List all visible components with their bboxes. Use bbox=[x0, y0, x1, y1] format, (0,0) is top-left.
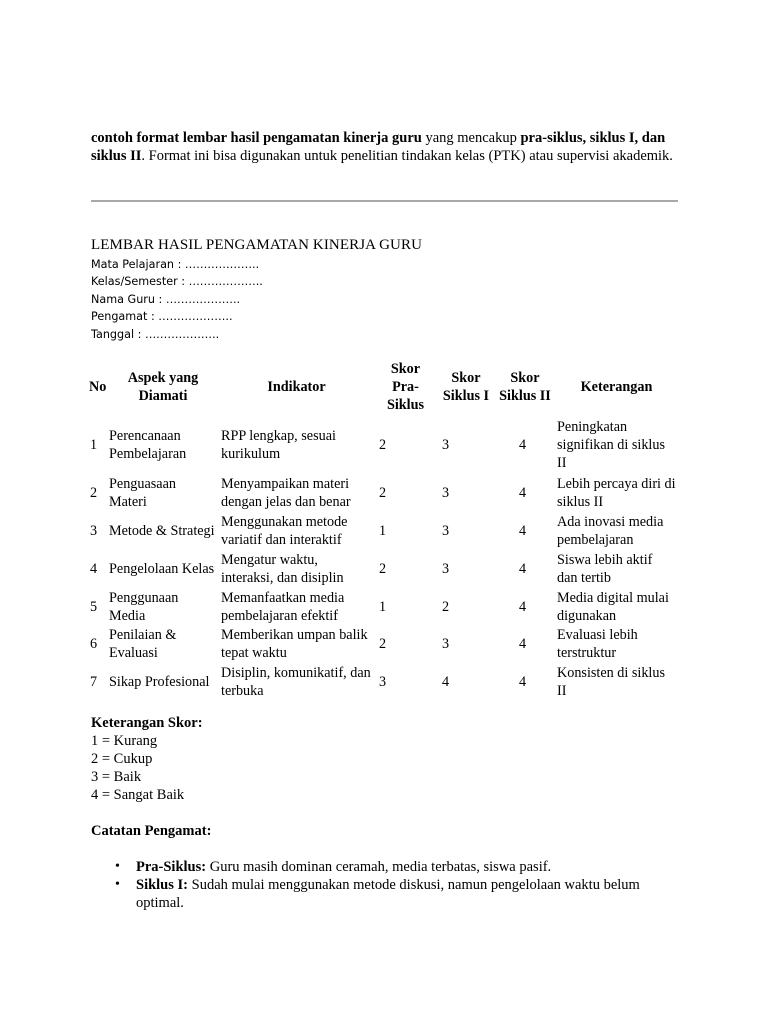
observer-notes-list bbox=[91, 858, 681, 912]
table-row bbox=[86, 589, 678, 625]
cell-no: 5 bbox=[90, 599, 98, 615]
header-no: No bbox=[89, 379, 107, 395]
intro-text-1: yang mencakup bbox=[421, 130, 521, 146]
note-text: Sudah mulai menggunakan metode diskusi, namun pengelolaan waktu belum optimal. bbox=[136, 877, 640, 911]
cell-no: 6 bbox=[90, 636, 98, 652]
document-title: LEMBAR HASIL PENGAMATAN KINERJA GURU bbox=[91, 237, 423, 253]
cell-aspect: Sikap Profesional bbox=[109, 674, 210, 690]
cell-score-pre: 2 bbox=[379, 636, 387, 652]
meta-class-semester: Kelas/Semester : ……………….. bbox=[91, 275, 263, 289]
cell-remarks: Lebih percaya diri di siklus II bbox=[557, 476, 676, 510]
cell-aspect: Perencanaan Pembelajaran bbox=[109, 427, 187, 462]
intro-bold-lead: contoh format lembar hasil pengamatan kinerja guru bbox=[91, 130, 422, 146]
cell-score-1: 3 bbox=[442, 485, 450, 501]
cell-score-1: 3 bbox=[442, 436, 450, 453]
cell-score-1: 2 bbox=[442, 599, 450, 615]
cell-score-pre: 3 bbox=[379, 674, 387, 690]
legend-item: 2 = Cukup bbox=[91, 751, 153, 767]
cell-no: 1 bbox=[90, 436, 98, 453]
cell-remarks: Media digital mulai digunakan bbox=[557, 590, 669, 624]
horizontal-divider bbox=[91, 200, 678, 202]
cell-remarks: Siswa lebih aktif dan tertib bbox=[557, 552, 653, 586]
cell-indicator: Memberikan umpan balik tepat waktu bbox=[221, 627, 368, 661]
header-aspect: Aspek yang Diamati bbox=[127, 370, 199, 404]
table-row bbox=[86, 473, 678, 513]
cell-indicator: Menyampaikan materi dengan jelas dan benar bbox=[221, 476, 351, 510]
observer-notes-title: Catatan Pengamat: bbox=[91, 823, 212, 839]
cell-score-2: 4 bbox=[519, 523, 527, 539]
table-row bbox=[86, 549, 678, 589]
cell-remarks: Ada inovasi media pembelajaran bbox=[557, 514, 664, 548]
legend-item: 4 = Sangat Baik bbox=[91, 787, 185, 803]
legend-item: 1 = Kurang bbox=[91, 733, 158, 749]
cell-score-2: 4 bbox=[519, 561, 527, 577]
intro-text-2: . Format ini bisa digunakan untuk penelitian tindakan kelas (PTK) atau supervisi akademik. bbox=[141, 148, 673, 164]
cell-indicator: Menggunakan metode variatif dan interaktif bbox=[221, 514, 348, 548]
header-score-pre-cycle: Skor Pra-Siklus bbox=[386, 361, 425, 413]
cell-score-2: 4 bbox=[519, 599, 527, 615]
cell-score-2: 4 bbox=[519, 636, 527, 652]
cell-indicator: Mengatur waktu, interaksi, dan disiplin bbox=[221, 552, 344, 586]
cell-score-1: 3 bbox=[442, 523, 450, 539]
legend-item: 3 = Baik bbox=[91, 769, 142, 785]
header-remarks: Keterangan bbox=[580, 379, 653, 395]
header-indicator: Indikator bbox=[267, 379, 326, 395]
note-text: Guru masih dominan ceramah, media terbatas, siswa pasif. bbox=[206, 859, 552, 875]
cell-score-pre: 2 bbox=[379, 561, 387, 577]
cell-score-2: 4 bbox=[519, 436, 527, 453]
bullet-icon: • bbox=[115, 877, 120, 892]
meta-date: Tanggal : ……………….. bbox=[91, 327, 220, 341]
metadata-block bbox=[91, 256, 263, 343]
score-legend bbox=[91, 714, 203, 804]
cell-aspect: Penguasaan Materi bbox=[109, 476, 176, 510]
table-row bbox=[86, 663, 678, 701]
cell-score-pre: 1 bbox=[379, 599, 387, 615]
cell-score-1: 3 bbox=[442, 561, 450, 577]
table-row bbox=[86, 416, 678, 473]
cell-aspect: Penggunaan Media bbox=[109, 590, 179, 624]
cell-no: 7 bbox=[90, 674, 98, 690]
legend-title: Keterangan Skor: bbox=[91, 715, 203, 731]
meta-subject: Mata Pelajaran : ……………….. bbox=[91, 258, 260, 271]
meta-observer: Pengamat : ……………….. bbox=[91, 310, 233, 324]
meta-teacher-name: Nama Guru : ……………….. bbox=[91, 292, 241, 306]
cell-no: 4 bbox=[90, 561, 98, 577]
note-label: Siklus I: bbox=[136, 877, 188, 893]
cell-indicator: RPP lengkap, sesuai kurikulum bbox=[221, 427, 336, 462]
note-label: Pra-Siklus: bbox=[136, 859, 207, 875]
cell-aspect: Pengelolaan Kelas bbox=[109, 561, 215, 577]
cell-score-pre: 2 bbox=[379, 485, 387, 501]
header-score-cycle-2: Skor Siklus II bbox=[499, 370, 551, 404]
list-item bbox=[91, 876, 681, 912]
cell-remarks: Evaluasi lebih terstruktur bbox=[557, 627, 638, 661]
cell-score-pre: 2 bbox=[379, 436, 387, 453]
intro-paragraph bbox=[91, 129, 681, 165]
table-header-row bbox=[86, 358, 678, 416]
cell-remarks: Konsisten di siklus II bbox=[557, 665, 665, 699]
cell-remarks: Peningkatan signifikan di siklus II bbox=[557, 418, 665, 471]
cell-score-2: 4 bbox=[519, 674, 527, 690]
cell-aspect: Penilaian & Evaluasi bbox=[109, 627, 177, 661]
cell-score-pre: 1 bbox=[379, 523, 387, 539]
intro-bold-cycles: pra-siklus, siklus I, dan siklus II bbox=[91, 130, 666, 164]
header-score-cycle-1: Skor Siklus I bbox=[442, 370, 490, 404]
cell-no: 3 bbox=[90, 523, 98, 539]
cell-indicator: Memanfaatkan media pembelajaran efektif bbox=[221, 590, 345, 624]
cell-indicator: Disiplin, komunikatif, dan terbuka bbox=[221, 665, 371, 699]
cell-score-2: 4 bbox=[519, 485, 527, 501]
table-row bbox=[86, 513, 678, 549]
cell-score-1: 4 bbox=[442, 674, 450, 690]
cell-no: 2 bbox=[90, 485, 98, 501]
list-item bbox=[91, 858, 681, 876]
bullet-icon: • bbox=[115, 859, 120, 874]
observation-table bbox=[86, 358, 678, 701]
cell-aspect: Metode & Strategi bbox=[109, 523, 215, 539]
table-row bbox=[86, 625, 678, 663]
cell-score-1: 3 bbox=[442, 636, 450, 652]
